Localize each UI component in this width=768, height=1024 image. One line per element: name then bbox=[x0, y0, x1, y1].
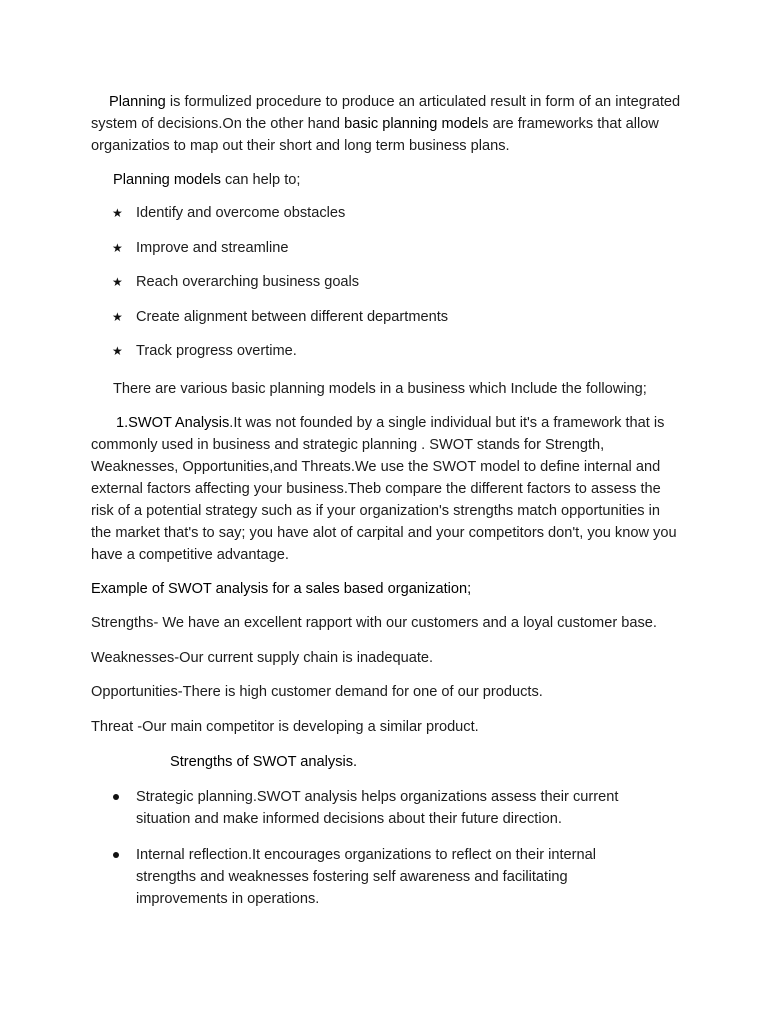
intro-text-1: is formulized procedure to produce an articulated result in form of an integrated system of decisions.On the other hand bbox=[91, 94, 681, 132]
list-item-text: Reach overarching business goals bbox=[136, 274, 360, 291]
planning-models-intro-text: can help to; bbox=[220, 172, 301, 188]
list-item-text: Identify and overcome obstacles bbox=[136, 205, 346, 221]
list-item bbox=[112, 271, 448, 293]
star-icon: ★ bbox=[112, 240, 123, 255]
star-icon: ★ bbox=[112, 275, 123, 290]
intro-paragraph bbox=[91, 91, 681, 157]
term-planning-models: Planning models bbox=[113, 172, 221, 188]
bullet-icon bbox=[113, 852, 119, 858]
example-heading: Example of SWOT analysis for a sales based organization; bbox=[91, 581, 472, 597]
list-item bbox=[113, 786, 633, 830]
planning-models-intro bbox=[113, 169, 713, 191]
term-planning: Planning bbox=[109, 94, 166, 110]
list-item bbox=[113, 844, 633, 910]
list-item bbox=[112, 306, 448, 328]
term-basic-planning-models: basic planning mode bbox=[344, 116, 478, 132]
list-item-text: Improve and streamline bbox=[136, 239, 289, 256]
star-icon: ★ bbox=[112, 309, 123, 324]
example-opportunities: Opportunities-There is high customer demand for one of our products. bbox=[91, 684, 543, 700]
list-item bbox=[112, 340, 448, 362]
intro-text-2: ls are frameworks that allow organizatios to map out their short and long term business plans. bbox=[91, 116, 659, 154]
swot-text: .It was not founded by a single individual but it's a framework that is commonly used in business and strategic planning . SWOT stands for Strength, Weaknesses, Opportunities,and Threats.We use the SWOT model to define internal and external factors affecting your business.Theb compare the different factors to assess the risk of a potential strategy such as if your organization's strengths match opportunities in the market that's to say; you have alot of carpital and your competitors don't, you know you have a competitive advantage. bbox=[91, 415, 677, 563]
list-item bbox=[112, 237, 448, 259]
example-threat: Threat -Our main competitor is developing a similar product. bbox=[91, 719, 479, 735]
bullet-icon bbox=[113, 794, 119, 800]
list-item-text: Track progress overtime. bbox=[136, 343, 297, 360]
benefits-list bbox=[112, 202, 448, 375]
example-weaknesses: Weaknesses-Our current supply chain is inadequate. bbox=[91, 650, 434, 666]
star-icon: ★ bbox=[112, 344, 123, 359]
list-item-text: Strategic planning.SWOT analysis helps organizations assess their current situation and make informed decisions about their future direction. bbox=[136, 789, 619, 827]
various-models-paragraph: There are various basic planning models in a business which Include the following; bbox=[113, 381, 647, 397]
example-strengths: Strengths- We have an excellent rapport with our customers and a loyal customer base. bbox=[91, 615, 657, 631]
list-item-text: Internal reflection.It encourages organizations to reflect on their internal strengths and weaknesses fostering self awareness and facilitating improvements in operations. bbox=[136, 847, 596, 907]
list-item-text: Create alignment between different departments bbox=[136, 308, 449, 325]
swot-heading: 1.SWOT Analysis bbox=[116, 415, 230, 431]
strengths-list bbox=[113, 786, 633, 924]
swot-paragraph bbox=[91, 412, 683, 566]
list-item bbox=[112, 202, 448, 224]
strengths-heading: Strengths of SWOT analysis. bbox=[170, 754, 358, 770]
star-icon: ★ bbox=[112, 206, 123, 220]
